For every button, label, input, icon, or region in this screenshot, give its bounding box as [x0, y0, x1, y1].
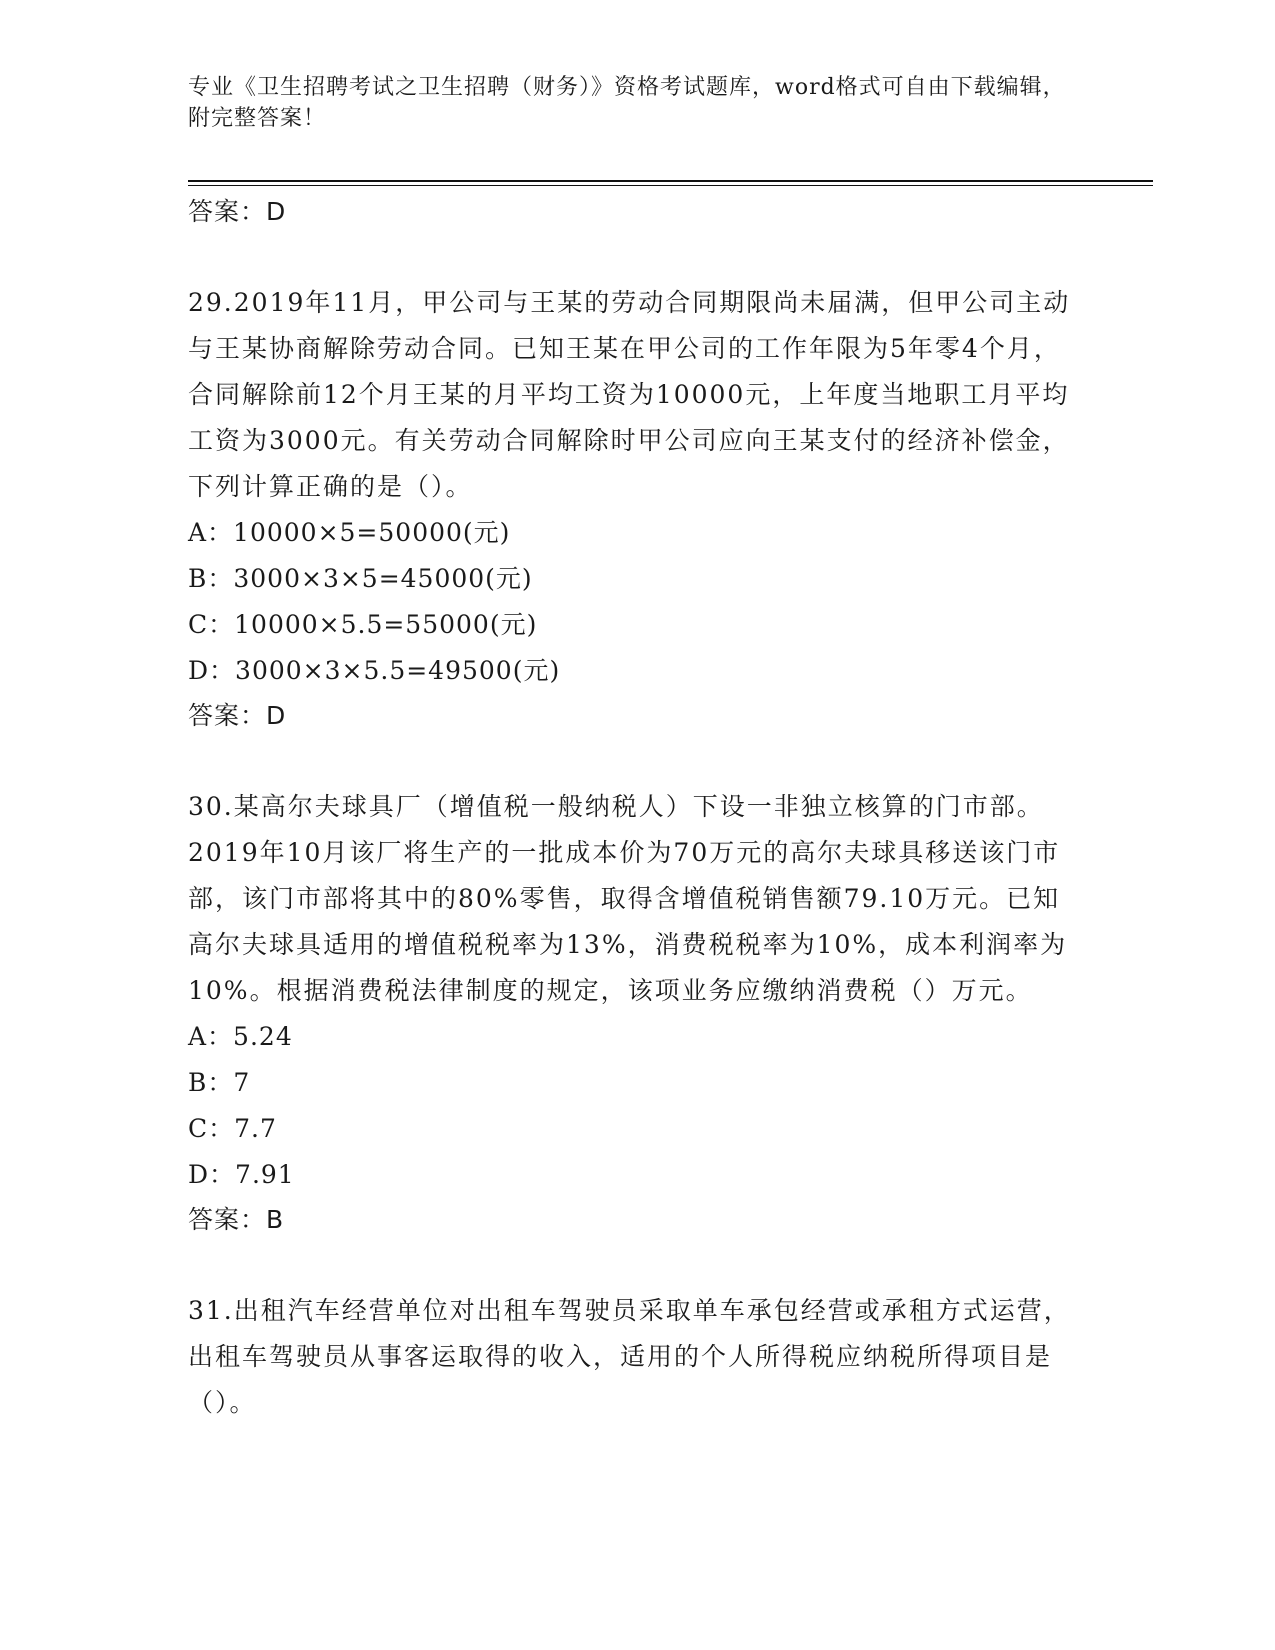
document-body [188, 190, 1088, 1426]
question-stem: 31.出租汽车经营单位对出租车驾驶员采取单车承包经营或承租方式运营，出租车驾驶员从事客运取得的收入，适用的个人所得税应纳税所得项目是（）。 [188, 1296, 1071, 1417]
question-stem: 29.2019年11月，甲公司与王某的劳动合同期限尚未届满，但甲公司主动与王某协商解除劳动合同。已知王某在甲公司的工作年限为5年零4个月，合同解除前12个月王某的月平均工资为10000元，上年度当地职工月平均工资为3000元。有关劳动合同解除时甲公司应向王某支付的经济补偿金，下列计算正确的是（）。 [188, 288, 1071, 501]
option-b: B：7 [188, 1068, 251, 1097]
option-b: B：3000×3×5=45000(元) [188, 564, 533, 593]
document-header: 专业《卫生招聘考试之卫生招聘（财务）》资格考试题库，word格式可自由下载编辑，附完整答案！ [188, 75, 1066, 131]
spacer [188, 1242, 1088, 1288]
option-d: D：7.91 [188, 1160, 295, 1189]
spacer [188, 738, 1088, 784]
spacer [188, 234, 1088, 280]
answer-label: 答案：D [188, 701, 287, 730]
answer-label: 答案：B [188, 1205, 285, 1234]
question-29 [188, 280, 1088, 738]
header-divider-thin [188, 185, 1153, 186]
option-d: D：3000×3×5.5=49500(元) [188, 656, 561, 685]
option-c: C：7.7 [188, 1114, 277, 1143]
question-31 [188, 1288, 1088, 1426]
question-stem: 30.某高尔夫球具厂（增值税一般纳税人）下设一非独立核算的门市部。2019年10月该厂将生产的一批成本价为70万元的高尔夫球具移送该门市部，该门市部将其中的80%零售，取得含增值税销售额79.10万元。已知高尔夫球具适用的增值税税率为13%，消费税税率为10%，成本利润率为10%。根据消费税法律制度的规定，该项业务应缴纳消费税（）万元。 [188, 792, 1068, 1005]
question-30 [188, 784, 1088, 1242]
option-a: A：5.24 [188, 1022, 293, 1051]
option-a: A：10000×5=50000(元) [188, 518, 511, 547]
option-c: C：10000×5.5=55000(元) [188, 610, 538, 639]
header-divider-thick [188, 180, 1153, 182]
answer-label: 答案：D [188, 197, 287, 226]
